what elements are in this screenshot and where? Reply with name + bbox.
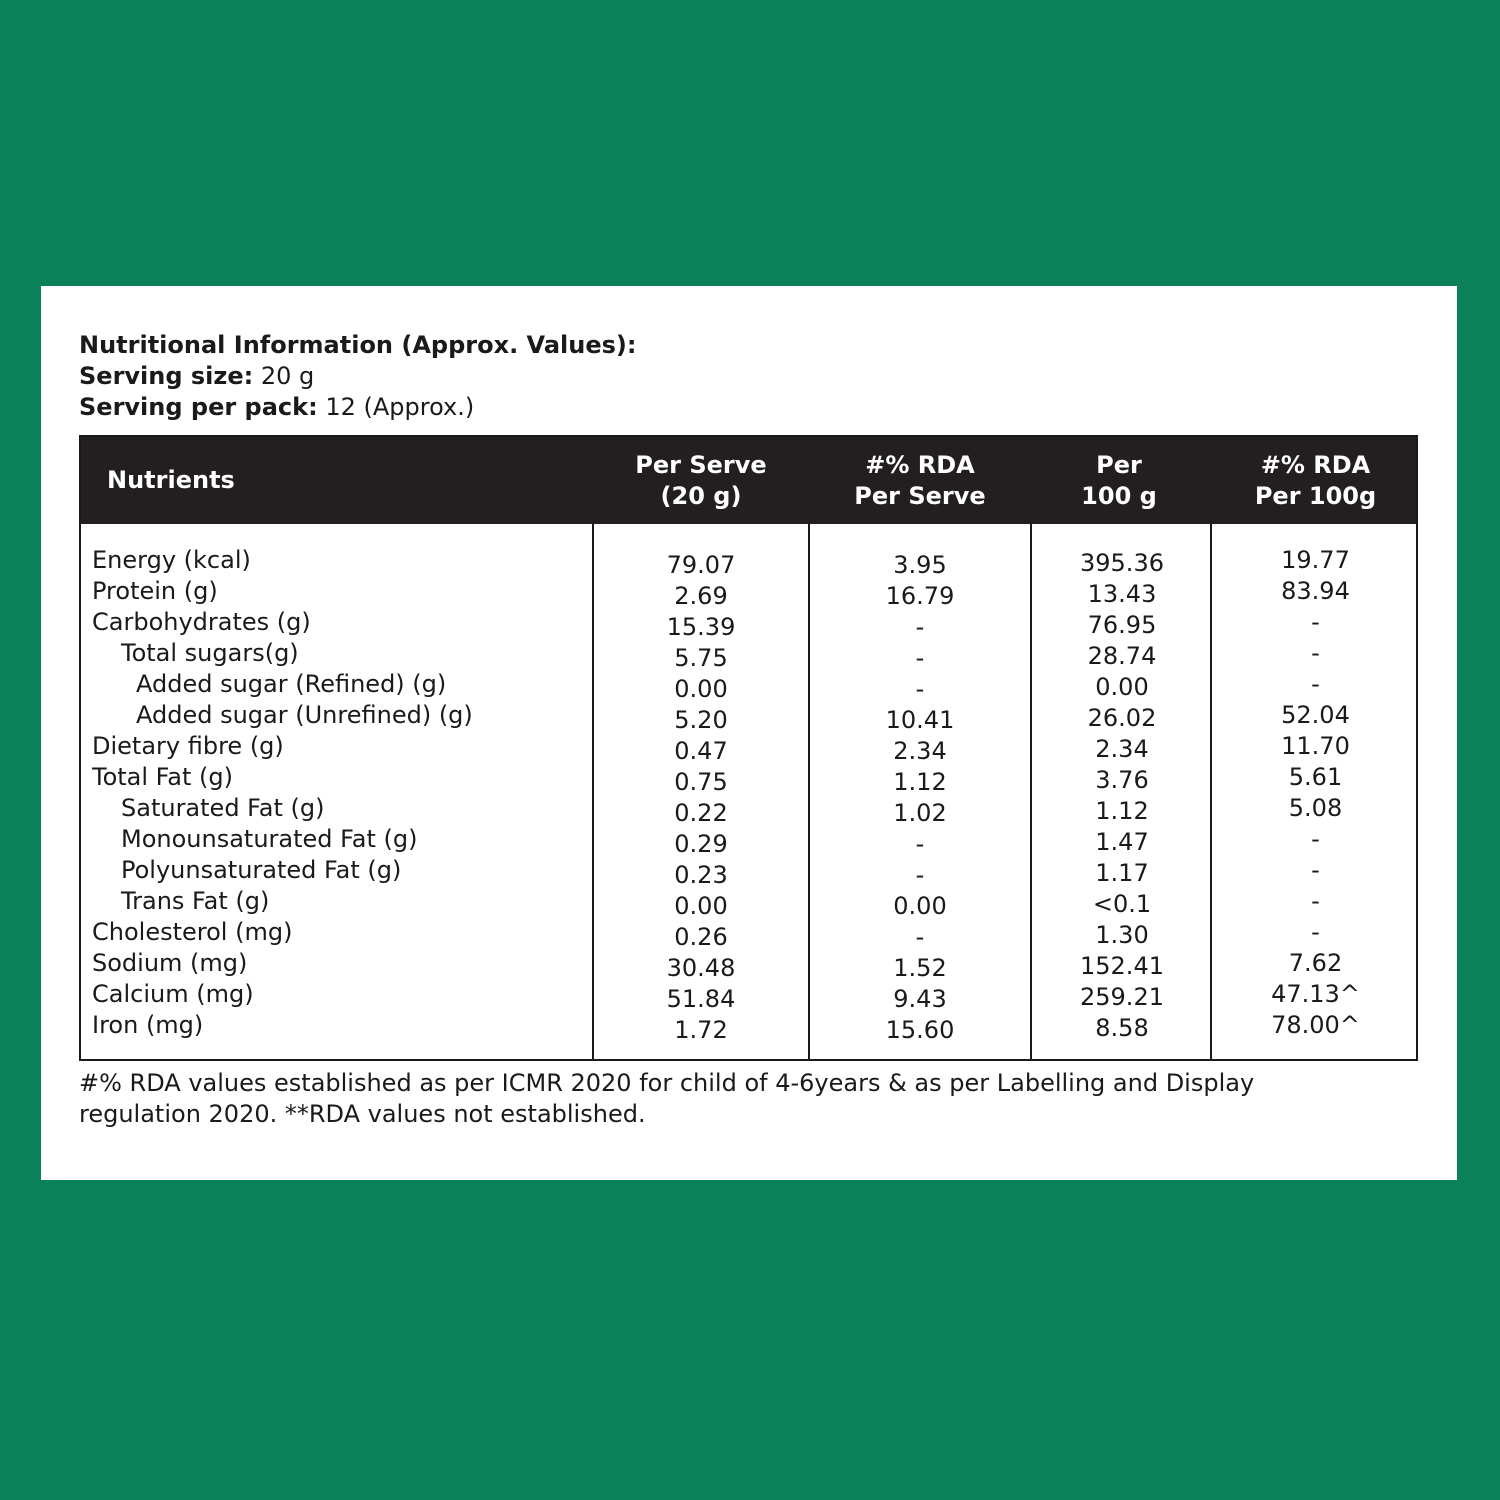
- nutrient-name: Dietary fibre (g): [92, 732, 284, 760]
- rda-per-100g-value: -: [1311, 856, 1320, 884]
- rda-per-100g-value: 5.08: [1288, 794, 1343, 822]
- rda-per-100g-value: 5.61: [1288, 763, 1343, 791]
- header-rda-per-serve: #% RDA Per Serve: [854, 450, 986, 510]
- rda-per-serve-value: 0.00: [893, 892, 947, 920]
- nutrient-name: Total Fat (g): [92, 763, 233, 791]
- per-100g-value: 2.34: [1095, 735, 1149, 763]
- rda-per-100g-value: 19.77: [1281, 546, 1350, 574]
- table-row: [81, 793, 1416, 827]
- rda-per-serve-value: 16.79: [885, 582, 955, 610]
- nutrient-name: Polyunsaturated Fat (g): [121, 856, 402, 884]
- rda-per-serve-value: 10.41: [885, 706, 955, 734]
- table-row: [81, 762, 1416, 796]
- table-row: [81, 545, 1416, 579]
- per-serve-value: 5.75: [674, 644, 728, 672]
- nutrient-name: Saturated Fat (g): [121, 794, 325, 822]
- rda-per-serve-value: -: [915, 923, 925, 951]
- rda-per-100g-value: 47.13^: [1271, 980, 1360, 1008]
- rda-per-serve-value: 15.60: [885, 1016, 955, 1044]
- nutrition-intro: [79, 330, 636, 423]
- rda-per-serve-value: -: [915, 613, 925, 641]
- serving-per-pack-value: 12 (Approx.): [325, 393, 475, 421]
- nutrient-name: Carbohydrates (g): [92, 608, 311, 636]
- nutrient-name: Monounsaturated Fat (g): [121, 825, 418, 853]
- rda-per-serve-value: 2.34: [893, 737, 947, 765]
- nutrition-title: Nutritional Information (Approx. Values):: [79, 331, 637, 359]
- table-row: [81, 886, 1416, 920]
- nutrient-name: Added sugar (Refined) (g): [136, 670, 447, 698]
- per-serve-value: 0.00: [674, 675, 728, 703]
- nutrient-name: Calcium (mg): [92, 980, 254, 1008]
- rda-per-serve-value: 1.52: [893, 954, 947, 982]
- serving-size-value: 20 g: [260, 362, 315, 390]
- table-row: [81, 979, 1416, 1013]
- per-serve-value: 0.26: [674, 923, 728, 951]
- rda-per-serve-value: -: [915, 830, 925, 858]
- header-per-serve: Per Serve (20 g): [635, 450, 767, 510]
- table-row: [81, 700, 1416, 734]
- nutrient-name: Added sugar (Unrefined) (g): [136, 701, 473, 729]
- rda-per-100g-value: -: [1311, 608, 1320, 636]
- per-serve-value: 30.48: [666, 954, 736, 982]
- per-100g-value: <0.1: [1092, 890, 1152, 918]
- table-row: [81, 948, 1416, 982]
- rda-footnote: #% RDA values established as per ICMR 2020 for child of 4-6years & as per Labelling and Display regulation 2020. **RDA values not established.: [79, 1069, 1255, 1128]
- nutrient-name: Trans Fat (g): [121, 887, 270, 915]
- rda-per-100g-value: -: [1311, 887, 1320, 915]
- table-row: [81, 576, 1416, 610]
- rda-per-serve-value: -: [915, 675, 925, 703]
- rda-per-100g-value: -: [1311, 825, 1320, 853]
- header-per-100g: Per 100 g: [1081, 450, 1157, 510]
- per-serve-value: 1.72: [674, 1016, 728, 1044]
- rda-per-serve-value: -: [915, 861, 925, 889]
- nutrition-card: [41, 286, 1457, 1180]
- rda-per-100g-value: -: [1311, 639, 1320, 667]
- per-100g-value: 395.36: [1080, 549, 1164, 577]
- per-serve-value: 0.23: [674, 861, 728, 889]
- rda-per-serve-value: -: [915, 644, 925, 672]
- per-serve-value: 79.07: [666, 551, 736, 579]
- per-100g-value: 0.00: [1095, 673, 1149, 701]
- per-100g-value: 1.17: [1095, 859, 1149, 887]
- table-body: [81, 545, 1416, 1044]
- header-nutrients: Nutrients: [107, 466, 235, 494]
- per-100g-value: 1.12: [1095, 797, 1149, 825]
- rda-per-100g-value: 83.94: [1281, 577, 1350, 605]
- nutrient-name: Total sugars(g): [121, 639, 299, 667]
- per-100g-value: 13.43: [1087, 580, 1157, 608]
- table-row: [81, 824, 1416, 858]
- per-100g-value: 1.30: [1095, 921, 1149, 949]
- rda-per-serve-value: 1.12: [893, 768, 947, 796]
- nutrient-name: Protein (g): [92, 577, 218, 605]
- per-100g-value: 3.76: [1095, 766, 1149, 794]
- per-serve-value: 0.47: [674, 737, 728, 765]
- rda-per-serve-value: 9.43: [893, 985, 947, 1013]
- nutrient-name: Cholesterol (mg): [92, 918, 293, 946]
- per-serve-value: 0.75: [674, 768, 728, 796]
- per-100g-value: 76.95: [1087, 611, 1157, 639]
- nutrient-name: Sodium (mg): [92, 949, 248, 977]
- table-row: [81, 855, 1416, 889]
- per-100g-value: 259.21: [1080, 983, 1164, 1011]
- table-row: [81, 917, 1416, 951]
- header-rda-per-100g: #% RDA Per 100g: [1254, 450, 1377, 510]
- per-serve-value: 15.39: [666, 613, 736, 641]
- rda-per-100g-value: -: [1311, 670, 1320, 698]
- table-row: [81, 607, 1416, 641]
- per-serve-value: 5.20: [674, 706, 728, 734]
- rda-per-100g-value: 78.00^: [1271, 1011, 1360, 1039]
- rda-per-100g-value: 7.62: [1288, 949, 1343, 977]
- per-serve-value: 0.22: [674, 799, 728, 827]
- table-row: [81, 669, 1416, 703]
- per-100g-value: 28.74: [1087, 642, 1157, 670]
- table-row: [81, 731, 1416, 765]
- per-serve-value: 0.00: [674, 892, 728, 920]
- per-serve-value: 0.29: [674, 830, 728, 858]
- per-serve-value: 2.69: [674, 582, 728, 610]
- table-header: [81, 437, 1416, 524]
- per-100g-value: 26.02: [1087, 704, 1157, 732]
- rda-per-100g-value: 11.70: [1281, 732, 1350, 760]
- serving-size-label: Serving size:: [79, 362, 254, 390]
- per-100g-value: 1.47: [1095, 828, 1149, 856]
- nutrient-name: Energy (kcal): [92, 546, 251, 574]
- per-serve-value: 51.84: [666, 985, 736, 1013]
- table-row: [81, 638, 1416, 672]
- rda-per-100g-value: 52.04: [1281, 701, 1350, 729]
- rda-per-100g-value: -: [1311, 918, 1320, 946]
- nutrition-table: [79, 435, 1418, 1061]
- nutrient-name: Iron (mg): [92, 1011, 204, 1039]
- rda-per-serve-value: 1.02: [893, 799, 947, 827]
- rda-per-serve-value: 3.95: [893, 551, 947, 579]
- serving-per-pack-label: Serving per pack:: [79, 393, 318, 421]
- per-100g-value: 152.41: [1080, 952, 1164, 980]
- table-row: [81, 1010, 1416, 1044]
- per-100g-value: 8.58: [1095, 1014, 1149, 1042]
